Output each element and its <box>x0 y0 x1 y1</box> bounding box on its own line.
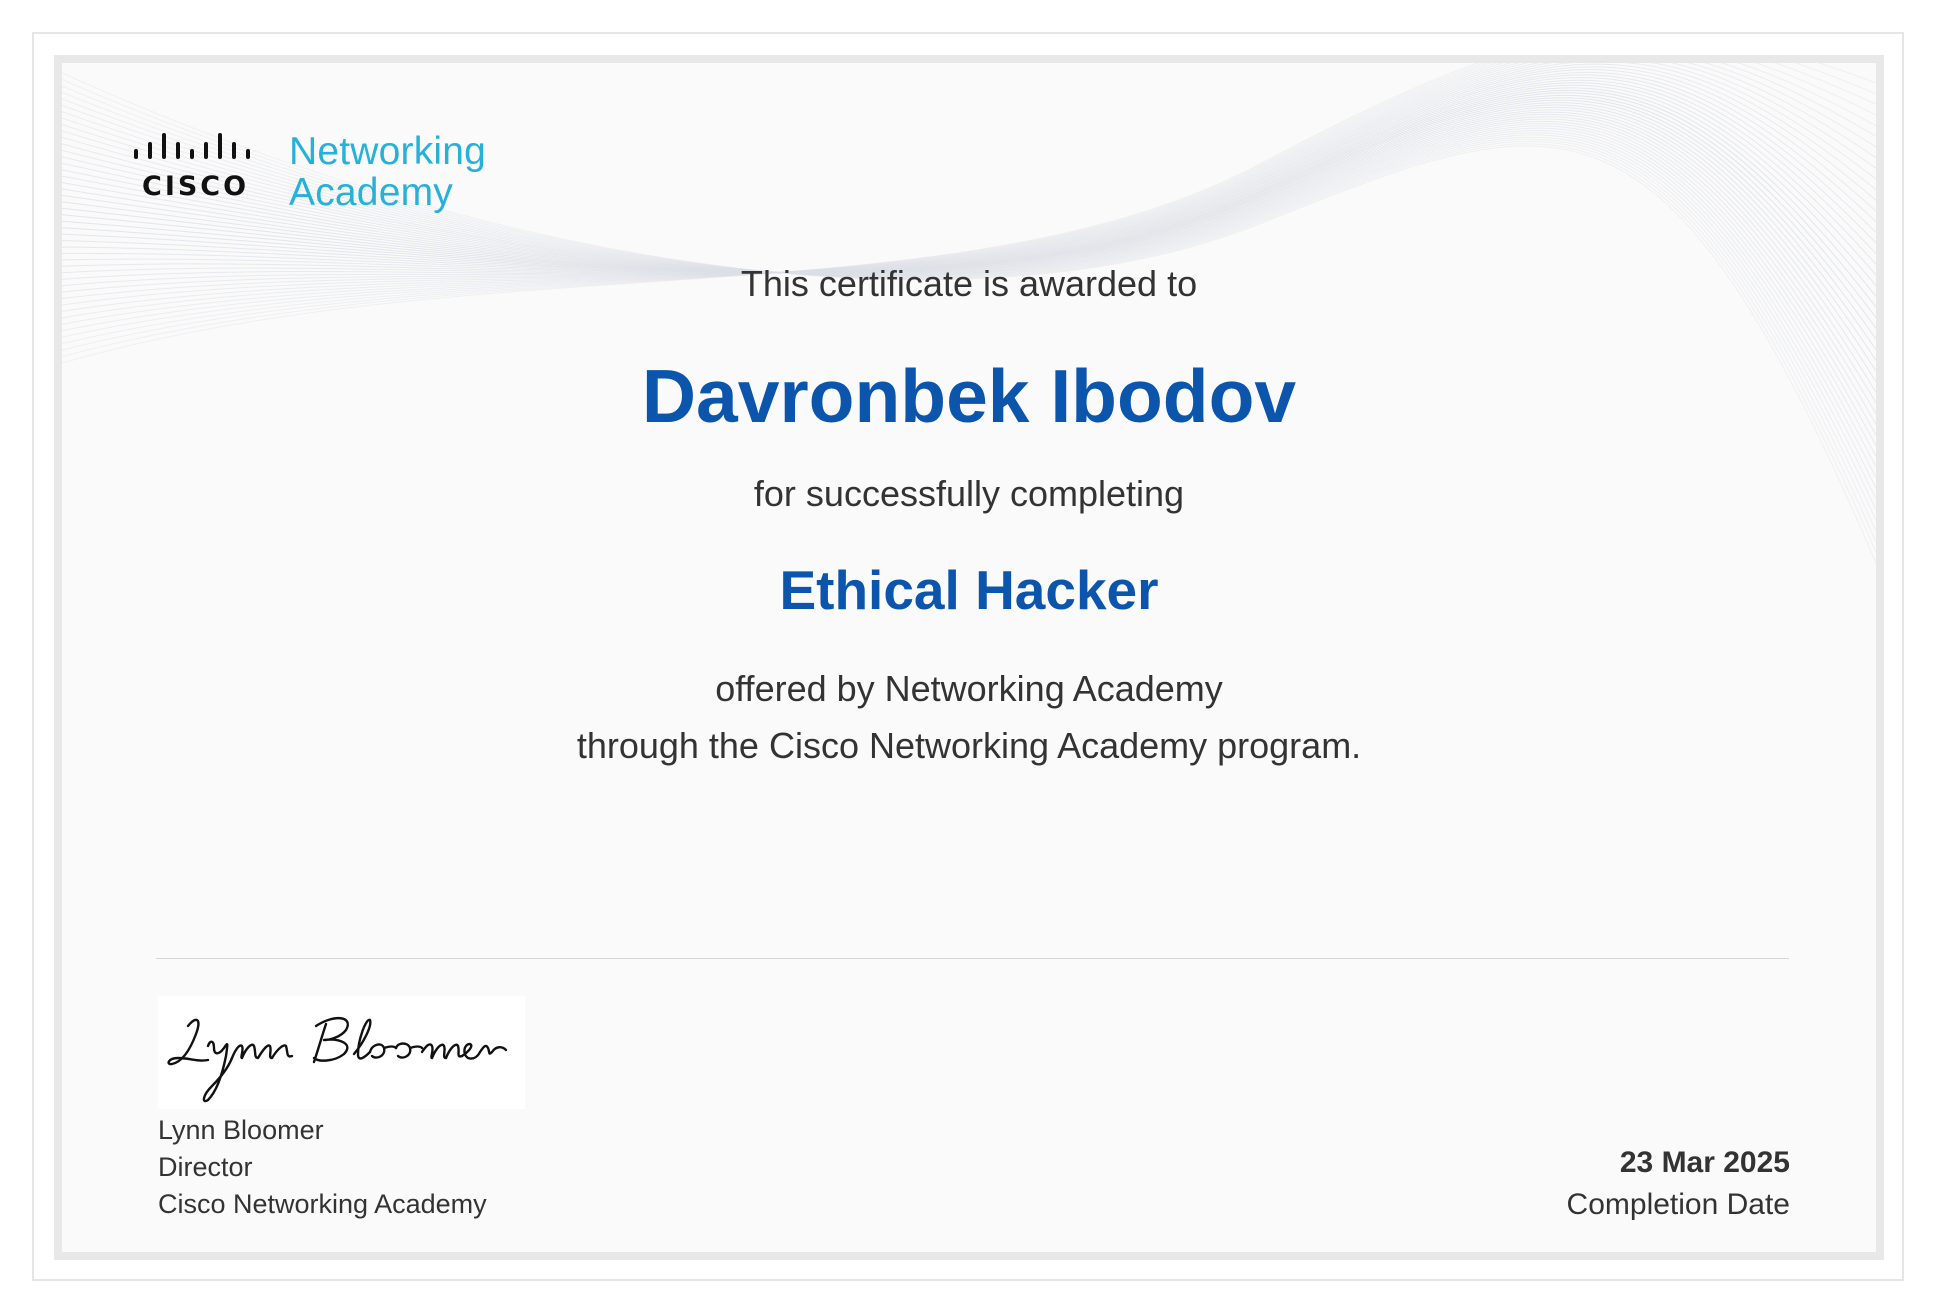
handwritten-signature <box>158 996 525 1109</box>
logo-line-networking: Networking <box>289 130 487 173</box>
offered-by-text <box>62 660 1876 774</box>
offered-line-1: offered by Networking Academy <box>715 668 1223 709</box>
networking-academy-wordmark <box>289 131 486 213</box>
course-title: Ethical Hacker <box>779 559 1159 621</box>
awarded-to-text: This certificate is awarded to <box>740 263 1198 304</box>
signatory-block <box>158 1112 487 1223</box>
signature-image <box>158 996 525 1109</box>
signatory-title: Director <box>158 1152 253 1182</box>
certificate-frame <box>54 55 1884 1260</box>
completion-date-block <box>1567 1143 1790 1227</box>
completion-text: for successfully completing <box>753 473 1185 514</box>
logo-line-academy: Academy <box>289 171 453 214</box>
completion-date-value: 23 Mar 2025 <box>1619 1146 1790 1179</box>
cisco-bridge-logo-icon <box>132 125 282 205</box>
signatory-name: Lynn Bloomer <box>158 1115 324 1145</box>
completion-date-label: Completion Date <box>1566 1188 1790 1221</box>
cisco-networking-academy-logo <box>132 125 532 214</box>
divider-line <box>156 958 1789 959</box>
recipient-name: Davronbek Ibodov <box>641 354 1297 438</box>
signatory-organization: Cisco Networking Academy <box>158 1189 487 1219</box>
cisco-wordmark: CISCO <box>142 171 250 202</box>
offered-line-2: through the Cisco Networking Academy program. <box>576 725 1362 766</box>
